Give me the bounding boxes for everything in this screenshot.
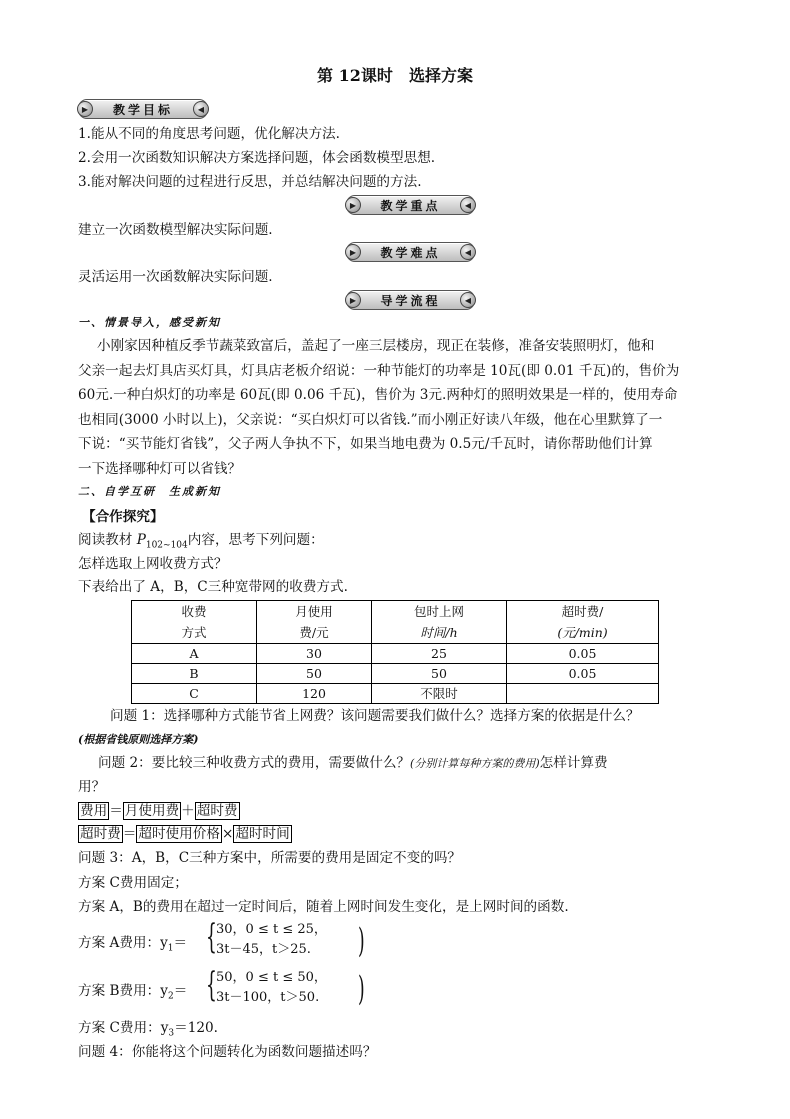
goal-item: 3.能对解决问题的过程进行反思，并总结解决问题的方法.	[78, 174, 422, 190]
arrow-left-icon: ◀	[193, 101, 209, 117]
plan-a-case-2: 3t－45，t＞25.	[216, 942, 311, 957]
plan-ab-text: 方案 A，B的费用在超过一定时间后，随着上网时间发生变化，是上网时间的函数.	[78, 899, 569, 915]
coop-title: 【合作探究】	[82, 509, 164, 525]
table-cell: 0.05	[507, 664, 659, 684]
table-intro: 下表给出了 A，B，C三种宽带网的收费方式.	[78, 579, 348, 595]
plan-c-label: 方案 C费用：$y_3=120$.	[78, 1020, 218, 1039]
difficult-point-text: 灵活运用一次函数解决实际问题.	[78, 269, 273, 285]
question-1: 问题 1：选择哪种方式能节省上网费？该问题需要我们做什么？选择方案的依据是什么？	[110, 708, 640, 724]
table-cell: 50	[257, 664, 372, 684]
teaching-difficulty-banner: ▶ 教学难点 ◀	[346, 242, 475, 262]
table-header: 收费	[132, 601, 257, 623]
formula-overtime: 超时费 ＝ 超时使用价格 × 超时时间	[80, 826, 290, 842]
process-banner: ▶ 导学流程 ◀	[346, 290, 475, 310]
table-header: 月使用	[257, 601, 372, 623]
table-cell: 120	[257, 684, 372, 704]
fee-table	[131, 600, 659, 704]
intro-line: 下说：“买节能灯省钱”，父子两人争执不下，如果当地电费为 0.5元/千瓦时，请你帮助他们计算	[78, 436, 653, 452]
arrow-right-icon: ▶	[77, 101, 93, 117]
left-brace-icon: {	[206, 965, 217, 1005]
how-question: 怎样选取上网收费方式？	[78, 556, 228, 572]
question-3: 问题 3：A，B，C三种方案中，所需要的费用是固定不变的吗？	[78, 850, 462, 866]
table-cell: 25	[372, 644, 507, 664]
question-4: 问题 4：你能将这个问题转化为函数问题描述吗？	[78, 1044, 377, 1060]
table-cell: 不限时	[372, 684, 507, 704]
table-row	[132, 644, 659, 664]
table-row	[132, 684, 659, 704]
plan-a-case-1: 30，0 ≤ t ≤ 25，	[216, 922, 327, 937]
section-heading: 二、自学互研 生成新知	[78, 485, 221, 498]
arrow-left-icon: ◀	[460, 244, 476, 260]
table-header: 包时上网	[372, 601, 507, 623]
read-instruction: 阅读教材 $P_{102\sim 104}$内容，思考下列问题：	[78, 532, 324, 551]
plan-b-case-1: 50，0 ≤ t ≤ 50，	[216, 970, 327, 985]
intro-line: 60元.一种白炽灯的功率是 60瓦(即 0.06 千瓦)，售价为 3元.两种灯的照明效果是一样的，使用寿命	[78, 387, 678, 403]
goal-item: 2.会用一次函数知识解决方案选择问题，体会函数模型思想.	[78, 150, 436, 166]
table-cell: 30	[257, 644, 372, 664]
table-header: 方式	[132, 622, 257, 644]
plan-b-case-2: 3t－100，t＞50.	[216, 990, 320, 1005]
table-cell: C	[132, 684, 257, 704]
arrow-right-icon: ▶	[345, 292, 361, 308]
table-header: 费/元	[257, 622, 372, 644]
intro-line: 一下选择哪种灯可以省钱？	[78, 460, 242, 477]
arrow-left-icon: ◀	[460, 197, 476, 213]
plan-b-label: 方案 B费用：$y_2=$	[78, 983, 188, 1002]
intro-line: 父亲一起去灯具店买灯具，灯具店老板介绍说：一种节能灯的功率是 10瓦(即 0.01 千瓦)的，售价为	[78, 362, 680, 379]
question-1-hint: (根据省钱原则选择方案)	[78, 733, 199, 746]
table-cell: B	[132, 664, 257, 684]
arrow-right-icon: ▶	[345, 197, 361, 213]
table-cell: 50	[372, 664, 507, 684]
goal-item: 1.能从不同的角度思考问题，优化解决方法.	[78, 126, 340, 142]
left-brace-icon: {	[206, 917, 217, 957]
intro-line: 也相同(3000 小时以上)，父亲说：“买白炽灯可以省钱.”而小刚正好读八年级，他在心里默算了一	[78, 411, 663, 428]
intro-paragraph	[78, 334, 742, 481]
arrow-left-icon: ◀	[460, 292, 476, 308]
right-paren-icon: )	[358, 969, 365, 1009]
question-2: 问题 2：要比较三种收费方式的费用，需要做什么？(分别计算每种方案的费用)怎样计算费	[98, 755, 608, 771]
section-heading: 一、情景导入，感受新知	[78, 316, 221, 329]
intro-line: 小刚家因种植反季节蔬菜致富后，盖起了一座三层楼房，现正在装修，准备安装照明灯，他和	[97, 338, 655, 354]
teaching-key-banner: ▶ 教学重点 ◀	[346, 195, 475, 215]
table-cell: A	[132, 644, 257, 664]
table-row	[132, 664, 659, 684]
question-2-cont: 用？	[78, 779, 106, 795]
plan-c-fixed: 方案 C费用固定；	[78, 875, 188, 891]
formula-cost: 费用 ＝ 月使用费 ＋ 超时费	[80, 803, 238, 819]
table-header: 时间/h	[372, 622, 507, 644]
page-title: 第 12课时 选择方案	[317, 66, 473, 85]
arrow-right-icon: ▶	[345, 244, 361, 260]
key-point-text: 建立一次函数模型解决实际问题.	[78, 222, 273, 238]
teaching-goals-banner: ▶ 教学目标 ◀	[78, 99, 208, 119]
table-cell	[507, 684, 659, 704]
table-cell: 0.05	[507, 644, 659, 664]
plan-a-label: 方案 A费用：$y_1=$	[78, 935, 188, 954]
table-header: 超时费/	[507, 601, 659, 623]
table-header: (元/min)	[507, 622, 659, 644]
right-paren-icon: )	[358, 921, 365, 961]
